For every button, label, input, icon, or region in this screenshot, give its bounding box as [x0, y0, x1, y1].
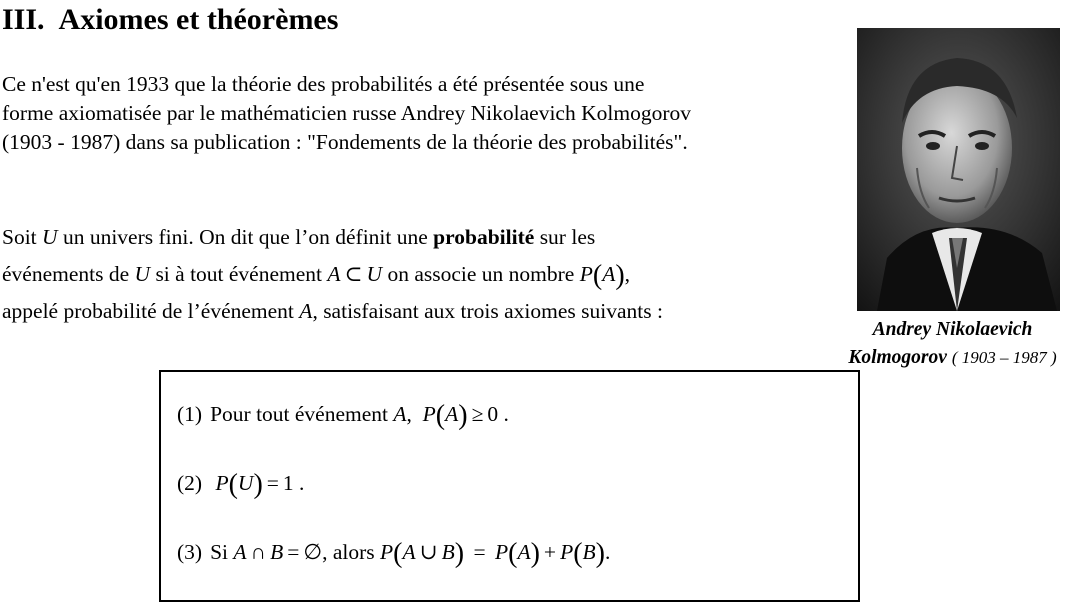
axiom-1-label: (1) — [177, 402, 203, 426]
axiom-3-label: (3) — [177, 540, 203, 564]
definition-paragraph — [2, 219, 852, 330]
axiom-1: (1) Pour tout événement A, P(A) ≥ 0 . — [177, 400, 509, 431]
intro-line-3: (1903 - 1987) dans sa publication : "Fondements de la théorie des probabilités". — [2, 130, 688, 154]
intro-line-1: Ce n'est qu'en 1933 que la théorie des probabilités a été présentée sous une — [2, 72, 645, 96]
definition-line-1: Soit U un univers fini. On dit que l’on définit une probabilité sur les — [2, 225, 596, 249]
portrait-caption — [818, 316, 1087, 372]
intro-line-2: forme axiomatisée par le mathématicien russe Andrey Nikolaevich Kolmogorov — [2, 101, 691, 125]
definition-line-2: événements de U si à tout événement A ⊂ U on associe un nombre P(A), — [2, 260, 631, 291]
axiom-2: (2) P(U) = 1 . — [177, 469, 305, 500]
bold-term: probabilité — [433, 225, 535, 249]
caption-line-2 — [818, 344, 1087, 372]
kolmogorov-portrait — [857, 28, 1060, 311]
axiom-2-label: (2) — [177, 471, 203, 495]
section-heading — [2, 2, 338, 38]
caption-dates: ( 1903 – 1987 ) — [951, 348, 1057, 367]
axiom-3: (3) Si A ∩ B = ∅, alors P(A ∪ B) = P(A) + P(B). — [177, 538, 611, 569]
section-number: III. — [2, 3, 45, 36]
intro-paragraph — [2, 70, 852, 157]
section-title: Axiomes et théorèmes — [58, 3, 339, 36]
caption-name-line-2: Kolmogorov — [848, 347, 947, 368]
axioms-box — [159, 370, 860, 602]
definition-line-3: appelé probabilité de l’événement A, satisfaisant aux trois axiomes suivants : — [2, 299, 663, 323]
caption-name-line-1: Andrey Nikolaevich — [872, 319, 1033, 340]
